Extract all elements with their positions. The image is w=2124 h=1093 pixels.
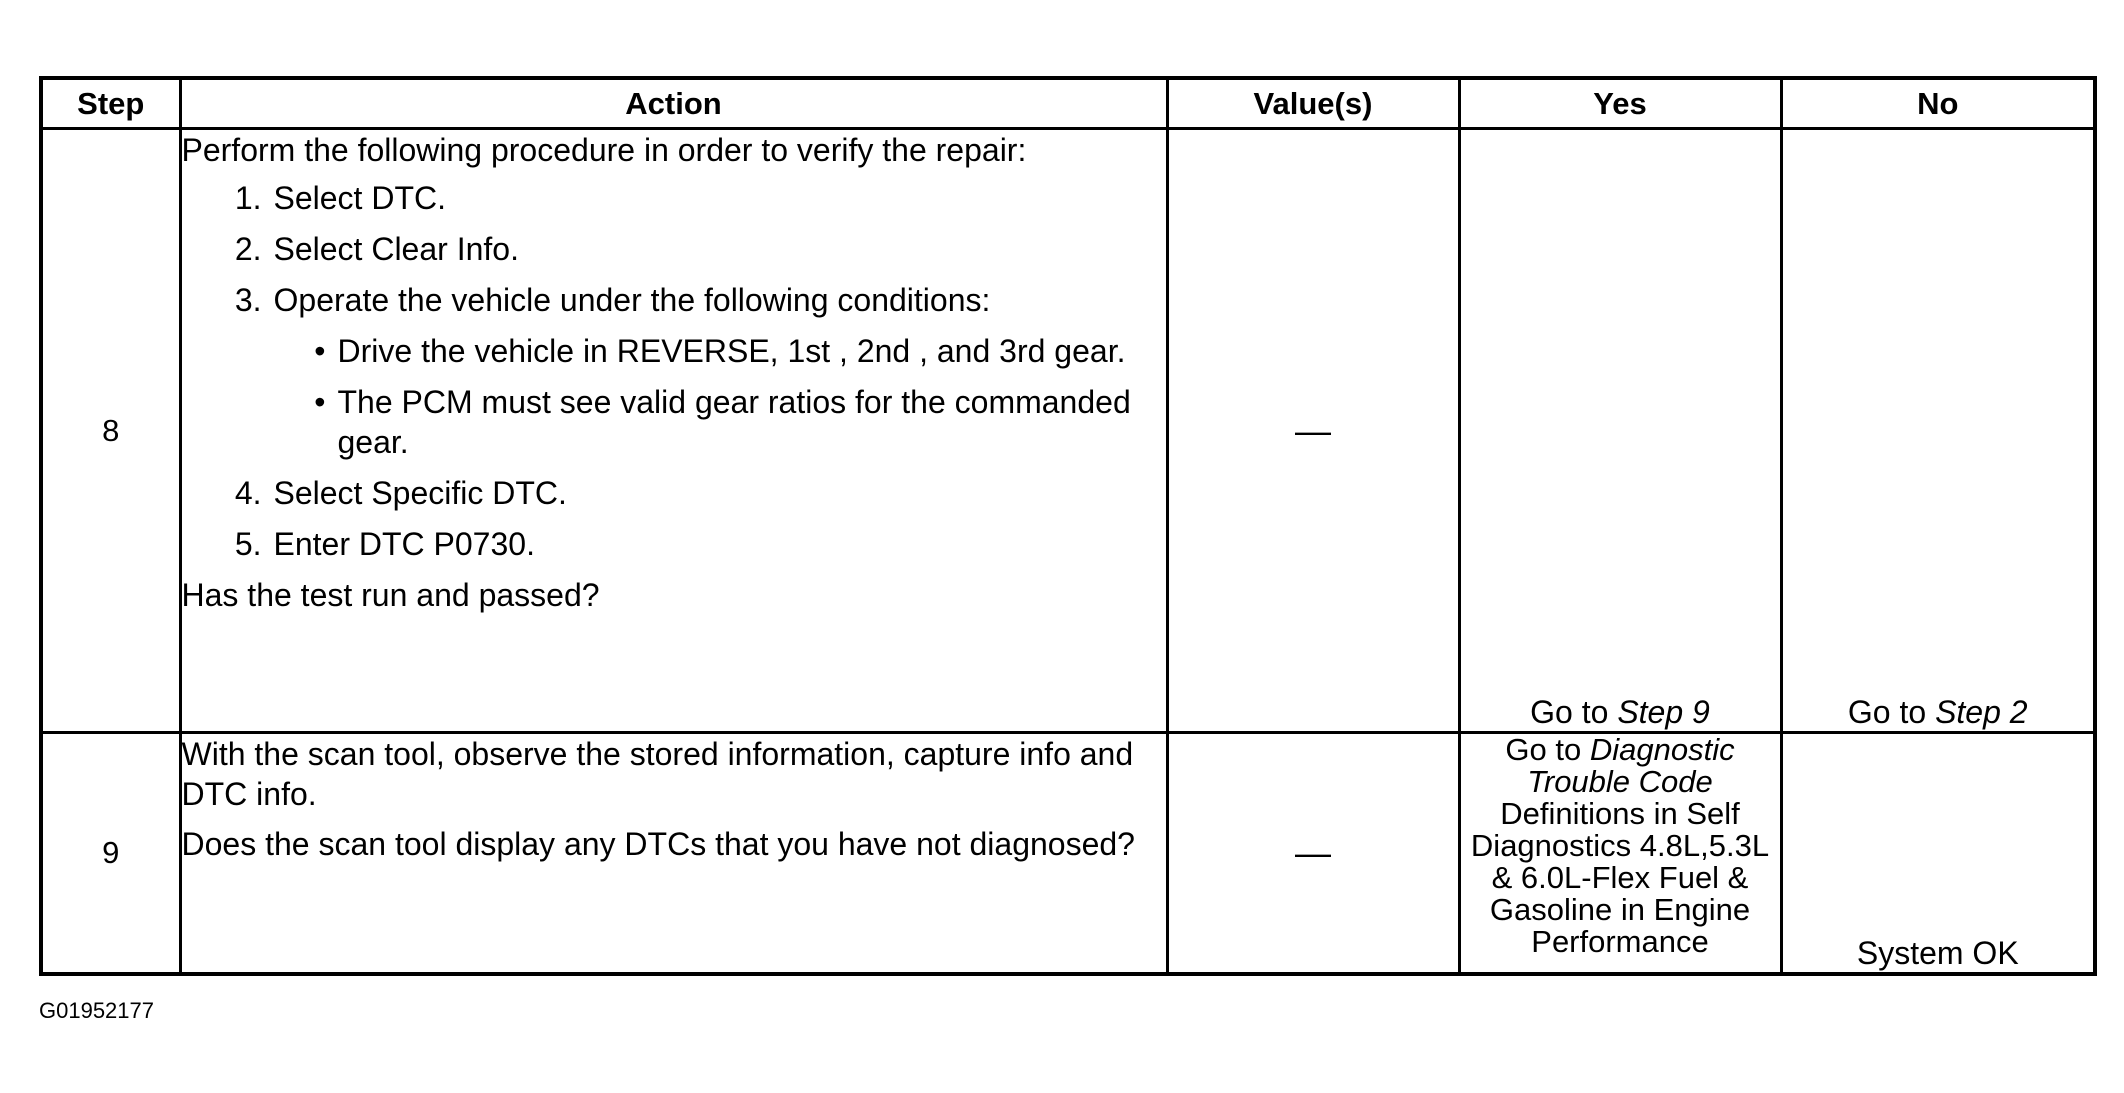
no-cell (1781, 129, 2095, 733)
diagnostic-table (39, 76, 2097, 976)
bullet-text: Drive the vehicle in REVERSE, 1st , 2nd , and 3rd gear. (337, 333, 1126, 369)
no-cell: System OK (1781, 733, 2095, 975)
header-step: Step (41, 78, 180, 129)
action-question: Does the scan tool display any DTCs that you have not diagnosed? (181, 826, 1135, 862)
yes-cell (1459, 733, 1781, 975)
item-number: 1. (234, 180, 262, 216)
header-action: Action (180, 78, 1167, 129)
item-number: 4. (234, 475, 262, 511)
action-question: Has the test run and passed? (181, 577, 600, 613)
yes-cell (1459, 129, 1781, 733)
item-number: 3. (234, 282, 262, 318)
yes-suffix: Definitions in Self Diagnostics 4.8L,5.3L & 6.0L-Flex Fuel & Gasoline in Engine Performance (1470, 796, 1770, 959)
item-number: 2. (234, 231, 262, 267)
figure-code: G01952177 (39, 998, 154, 1023)
bullet-text: The PCM must see valid gear ratios for the commanded gear. (337, 384, 1131, 460)
item-text: Operate the vehicle under the following conditions: (273, 282, 991, 318)
list-item (182, 229, 1166, 269)
header-values: Value(s) (1167, 78, 1459, 129)
diagnostic-trouble-code-link[interactable]: Diagnostic Trouble Code (1527, 732, 1735, 799)
action-cell (180, 733, 1167, 975)
list-item (182, 280, 1166, 462)
table-row-step-9 (41, 733, 2095, 975)
condition-list (274, 331, 1166, 462)
header-row (41, 78, 2095, 129)
action-intro: With the scan tool, observe the stored information, capture info and DTC info. (181, 736, 1134, 812)
bullet-icon: • (314, 333, 326, 369)
step-2-link[interactable]: Step 2 (1935, 694, 2028, 730)
step-9-link[interactable]: Step 9 (1617, 694, 1710, 730)
bullet-item (274, 382, 1166, 462)
yes-prefix: Go to (1530, 694, 1618, 730)
action-intro: Perform the following procedure in order to verify the repair: (181, 132, 1027, 168)
item-text: Select Clear Info. (273, 231, 519, 267)
header-yes: Yes (1459, 78, 1781, 129)
yes-prefix: Go to (1505, 732, 1590, 767)
value-cell: — (1167, 129, 1459, 733)
item-number: 5. (234, 526, 262, 562)
step-number: 9 (41, 733, 180, 975)
bullet-item (274, 331, 1166, 371)
item-text: Select Specific DTC. (273, 475, 567, 511)
action-cell (180, 129, 1167, 733)
procedure-list (182, 178, 1166, 564)
step-number: 8 (41, 129, 180, 733)
no-prefix: Go to (1847, 694, 1936, 730)
table-row-step-8 (41, 129, 2095, 733)
bullet-icon: • (314, 384, 326, 420)
list-item (182, 178, 1166, 218)
item-text: Select DTC. (273, 180, 446, 216)
list-item (182, 473, 1166, 513)
list-item (182, 524, 1166, 564)
value-cell: — (1167, 733, 1459, 975)
header-no: No (1781, 78, 2095, 129)
item-text: Enter DTC P0730. (273, 526, 535, 562)
